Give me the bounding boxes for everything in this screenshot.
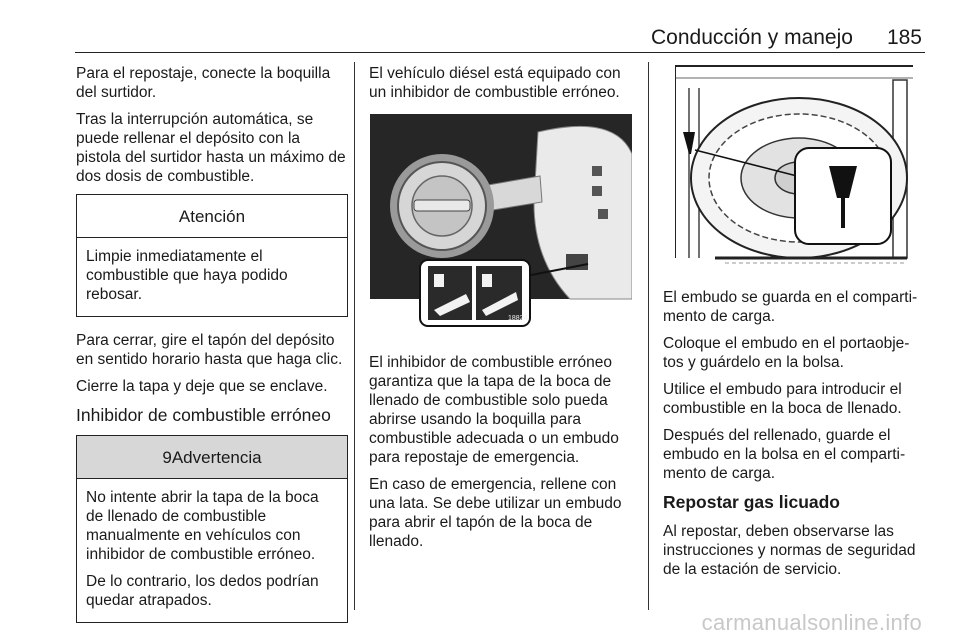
paragraph: El inhibidor de combustible erróneo garantiza que la tapa de la boca de llenado de combustible solo pueda abrirse usando la boquilla para combustible adecuada o un embudo para repostaje de emergencia.: [369, 354, 619, 466]
warning-title-text: Advertencia: [171, 448, 262, 467]
paragraph: Para cerrar, gire el tapón del depósito en sentido horario hasta que haga clic.: [76, 332, 343, 368]
chapter-title: Conducción y manejo: [651, 26, 853, 49]
paragraph: Al repostar, deben observarse las instrucciones y normas de seguridad de la estación de servicio.: [663, 523, 916, 578]
warning-title: [77, 436, 347, 479]
page-header: [651, 26, 922, 50]
paragraph: Cierre la tapa y deje que se enclave.: [76, 378, 328, 395]
funnel-storage-illustration: [675, 58, 913, 271]
page-number: 185: [886, 26, 922, 49]
paragraph: El embudo se guarda en el comparti‐ mento de carga.: [663, 289, 918, 325]
column-1: [76, 64, 348, 637]
paragraph: En caso de emergencia, rellene con una lata. Se debe utilizar un embudo para abrir el tapón de la boca de llenado.: [369, 476, 622, 550]
column-divider-2: [648, 62, 649, 610]
section-heading: Repostar gas licuado: [663, 492, 840, 512]
figure-code: 18824: [508, 315, 528, 322]
column-3: [663, 64, 933, 587]
watermark: carmanualsonline.info: [701, 610, 922, 635]
attention-box: [76, 194, 348, 317]
column-2: [369, 64, 637, 559]
header-rule: [75, 52, 925, 53]
attention-text: Limpie inmediatamente el combustible que haya podido rebosar.: [86, 248, 288, 303]
paragraph: Coloque el embudo en el portaobje‐ tos y guárdelo en la bolsa.: [663, 335, 910, 371]
attention-title: Atención: [77, 195, 347, 238]
paragraph: El vehículo diésel está equipado con un inhibidor de combustible erróneo.: [369, 65, 621, 101]
fuel-flap-illustration: [370, 114, 632, 330]
column-divider-1: [354, 62, 355, 610]
section-heading: Inhibidor de combustible erróneo: [76, 405, 331, 425]
warning-box: [76, 435, 348, 623]
paragraph: Tras la interrupción automática, se puede rellenar el depósito con la pistola del surtidor hasta un máximo de dos dosis de combustible.: [76, 111, 346, 185]
warning-text: De lo contrario, los dedos podrían quedar atrapados.: [86, 573, 319, 609]
paragraph: Después del rellenado, guarde el embudo en la bolsa en el comparti‐ mento de carga.: [663, 427, 906, 482]
warning-symbol: 9: [162, 448, 172, 467]
paragraph: Para el repostaje, conecte la boquilla del surtidor.: [76, 65, 331, 101]
paragraph: Utilice el embudo para introducir el combustible en la boca de llenado.: [663, 381, 902, 417]
warning-text: No intente abrir la tapa de la boca de llenado de combustible manualmente en vehículos con inhibidor de combustible erróneo.: [86, 489, 319, 563]
